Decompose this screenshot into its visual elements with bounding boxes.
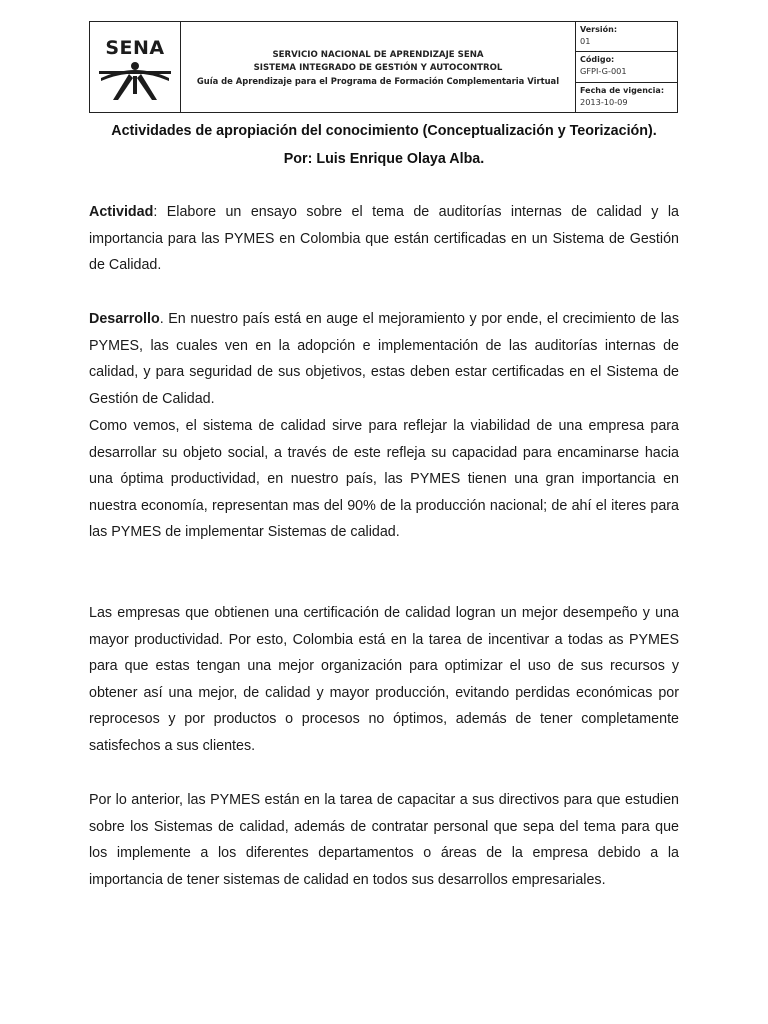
paragraph-5: [89, 787, 679, 893]
document-header-table: [89, 21, 678, 113]
paragraph-4: [89, 600, 679, 759]
document-author: Por: Luis Enrique Olaya Alba.: [283, 151, 485, 167]
document-title: Actividades de apropiación del conocimiento (Conceptualización y Teorización).: [111, 123, 657, 139]
svg-text:SENA: SENA: [105, 37, 165, 59]
version-value: 01: [580, 36, 591, 46]
desarrollo-label: Desarrollo: [89, 311, 160, 327]
header-meta-block: [576, 22, 677, 112]
date-label: Fecha de vigencia:: [580, 85, 665, 95]
sena-logo: [90, 22, 181, 112]
paragraph-5-text: Por lo anterior, las PYMES están en la tarea de capacitar a sus directivos para que estudien sobre los Sistemas de calidad, además de contratar personal que sepa del tema para que los implemente a los diferentes departamentos o áreas de la empresa debido a la importancia de tener sistemas de calidad en todos sus desarrollos empresariales.: [89, 792, 679, 888]
guide-name: Guía de Aprendizaje para el Programa de Formación Complementaria Virtual: [196, 75, 560, 86]
actividad-text: : Elabore un ensayo sobre el tema de auditorías internas de calidad y la importancia para las PYMES en Colombia que están certificadas en un Sistema de Gestión de Calidad.: [89, 204, 679, 273]
org-name: SERVICIO NACIONAL DE APRENDIZAJE SENA: [272, 49, 484, 60]
version-label: Versión:: [580, 25, 618, 34]
date-value: 2013-10-09: [580, 96, 628, 107]
paragraph-desarrollo: [89, 306, 679, 412]
actividad-label: Actividad: [89, 204, 154, 220]
date-cell: [576, 83, 677, 112]
sena-logo-icon: [93, 32, 177, 102]
paragraph-4-text: Las empresas que obtienen una certificación de calidad logran un mejor desempeño y una mayor productividad. Por esto, Colombia está en la tarea de incentivar a todas as PYMES para que estas tengan una mejor organización para optimizar el uso de sus recursos y obtener así una mejor, de calidad y mayor producción, evitando perdidas económicas por reprocesos y por productos o procesos no óptimos, además de tener completamente satisfechos a sus clientes.: [89, 605, 679, 754]
paragraph-actividad: [89, 199, 679, 279]
paragraph-3: [89, 413, 679, 546]
system-name: SISTEMA INTEGRADO DE GESTIÓN Y AUTOCONTROL: [253, 62, 503, 73]
code-cell: [576, 52, 677, 82]
version-cell: [576, 22, 677, 52]
header-title-block: [181, 22, 576, 112]
code-label: Código:: [580, 55, 615, 65]
desarrollo-text: . En nuestro país está en auge el mejoramiento y por ende, el crecimiento de las PYMES, las cuales ven en la adopción e implementación de las auditorías internas de calidad, y para seguridad de sus objetivos, estas deben estar certificadas en el Sistema de Gestión de Calidad.: [89, 311, 679, 407]
code-value: GFPI-G-001: [580, 66, 627, 77]
paragraph-3-text: Como vemos, el sistema de calidad sirve para reflejar la viabilidad de una empresa para desarrollar su objeto social, a través de este refleja su capacidad para encaminarse hacia una óptima productividad, en nuestro país, las PYMES tienen una gran importancia en nuestra economía, representan mas del 90% de la producción nacional; de ahí el iteres para las PYMES de implementar Sistemas de calidad.: [89, 418, 679, 540]
